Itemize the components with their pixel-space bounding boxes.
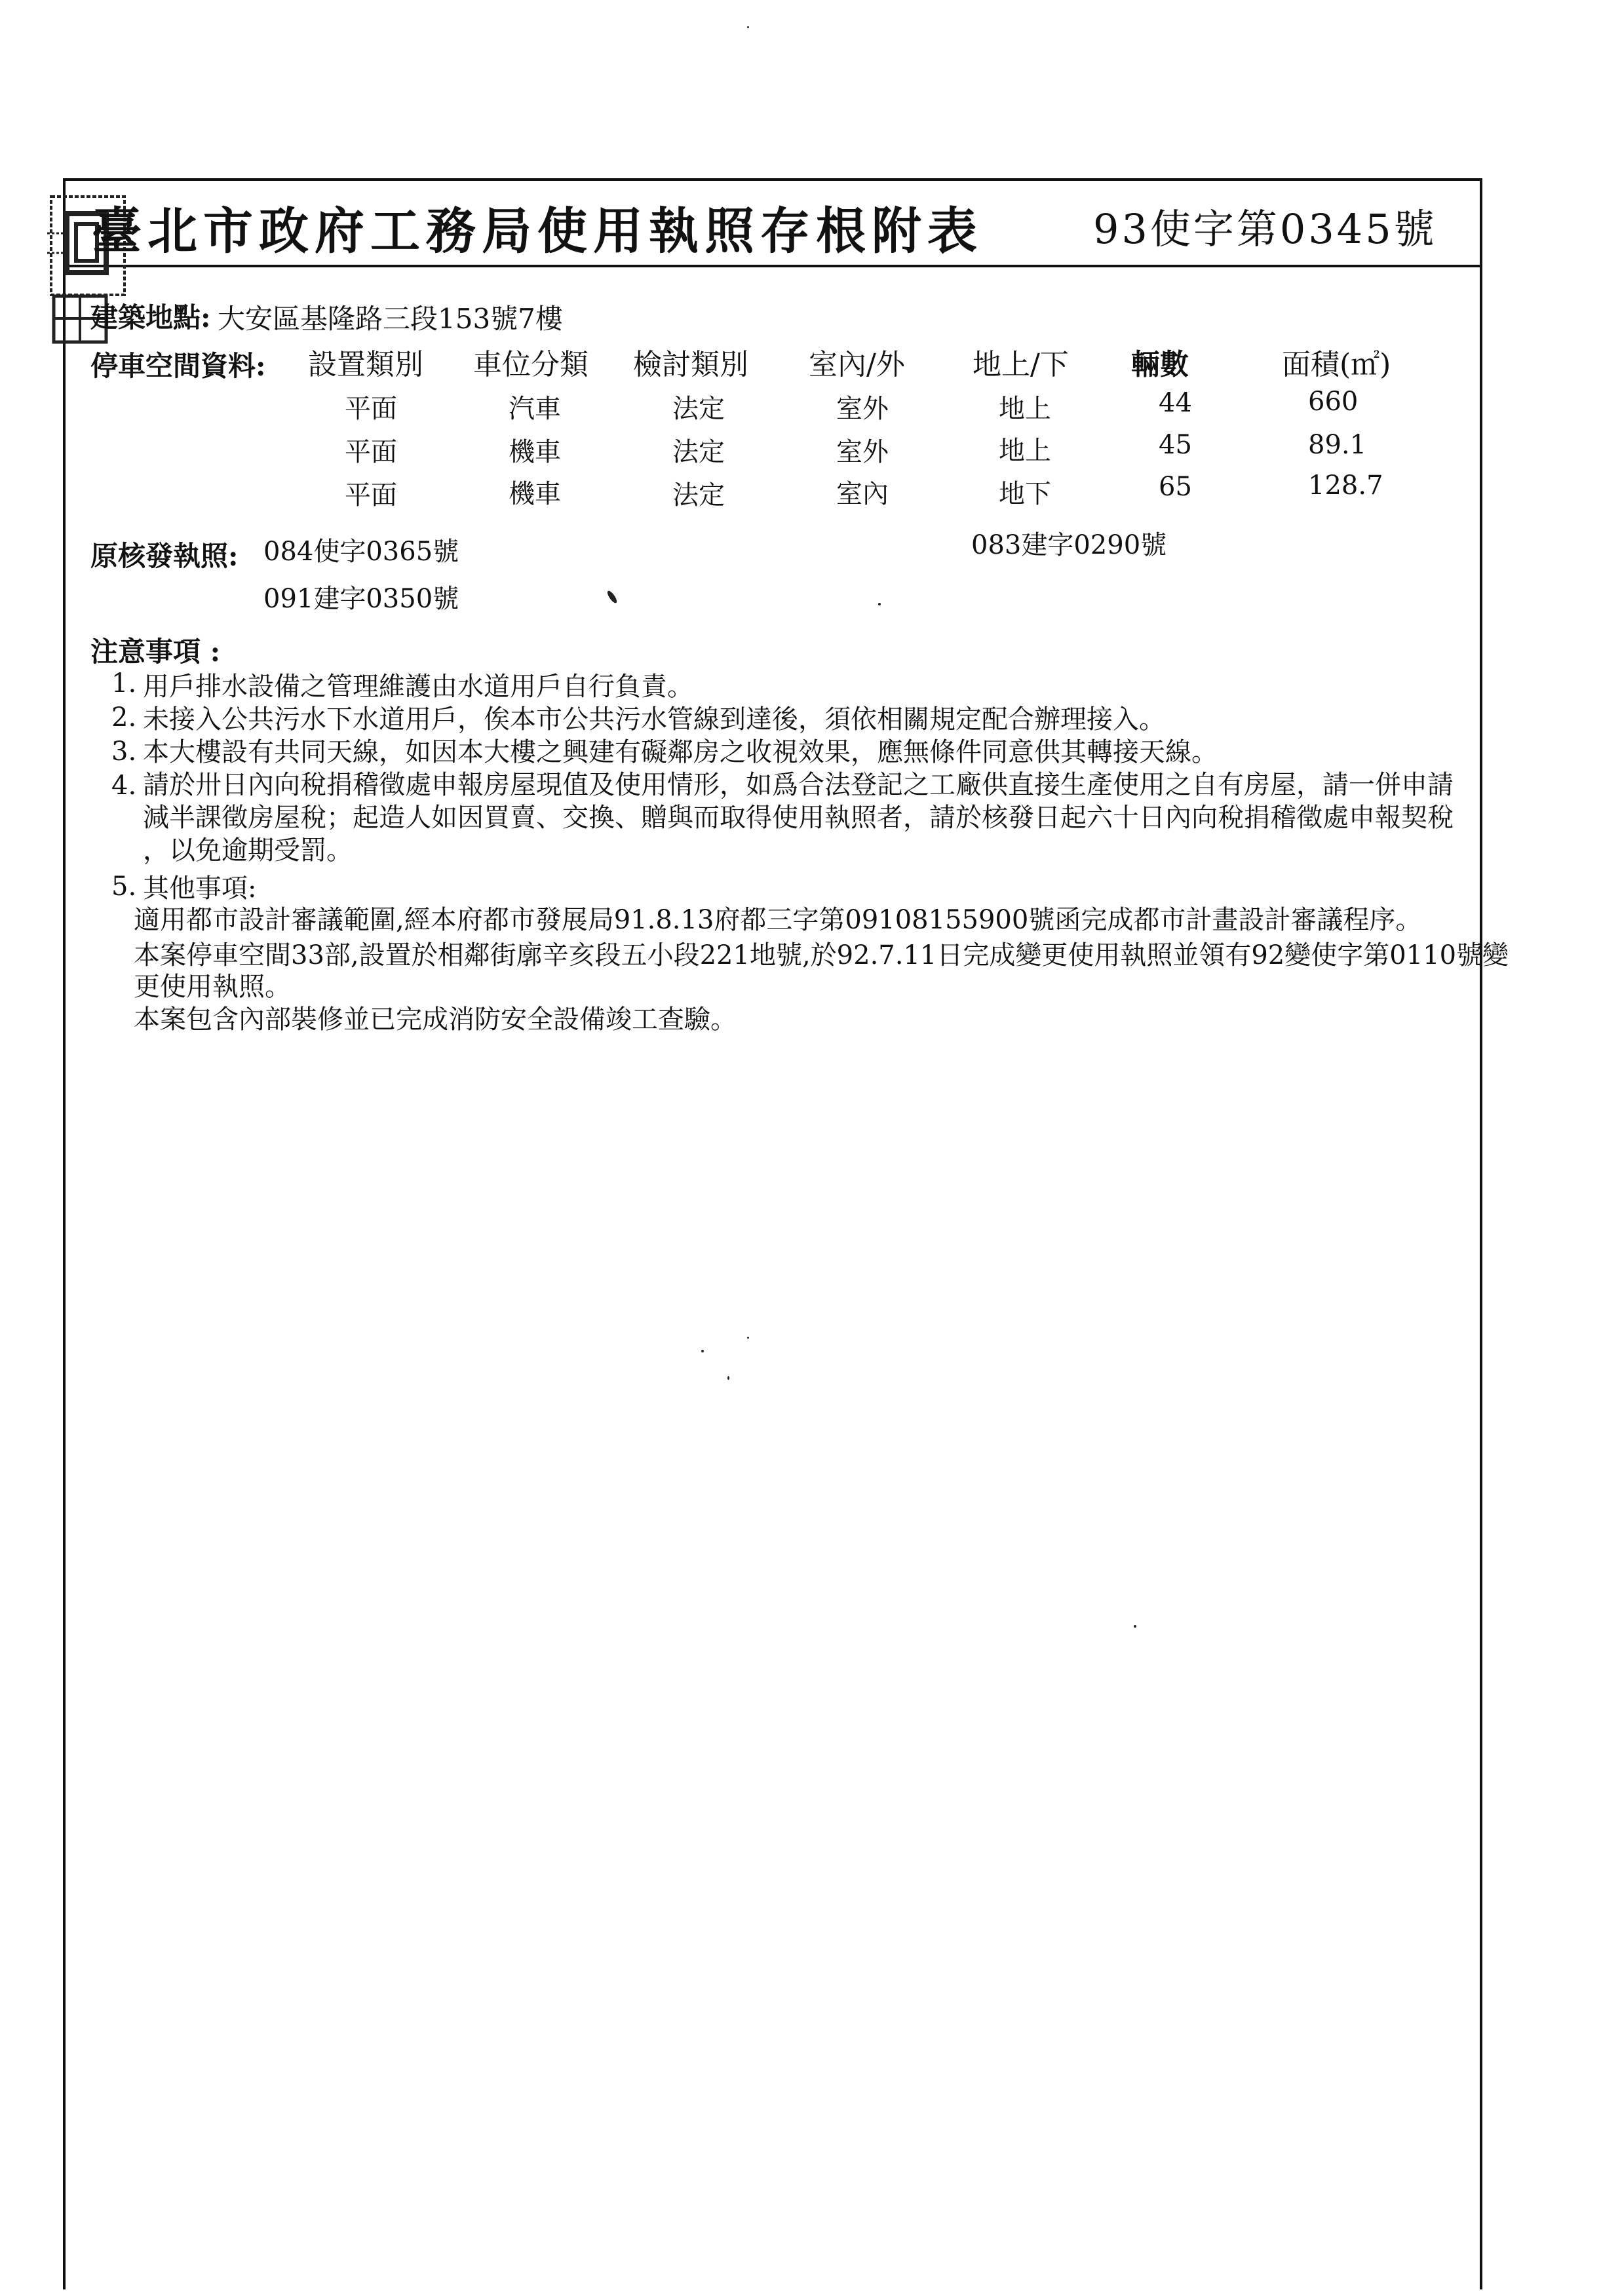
table-cell: 平面 xyxy=(345,437,397,467)
parking-header-above-below: 地上/下 xyxy=(973,348,1069,381)
parking-header-setup: 設置類別 xyxy=(308,348,423,381)
note-text: 用戶排水設備之管理維護由水道用戶自行負責。 xyxy=(143,672,693,702)
note-number: 2. xyxy=(111,702,137,733)
note-text: 請於卅日內向稅捐稽徵處申報房屋現值及使用情形，如爲合法登記之工廠供直接生產使用之自有房屋，請一併申請 xyxy=(143,770,1454,800)
address-value: 大安區基隆路三段153號7樓 xyxy=(218,303,563,335)
scan-mark xyxy=(747,26,749,28)
parking-header-space-type: 車位分類 xyxy=(473,348,588,381)
note-text: ，以免逾期受罰。 xyxy=(143,835,353,866)
note-number: 5. xyxy=(111,871,137,902)
title-divider xyxy=(63,265,1482,267)
table-cell: 平面 xyxy=(345,480,397,510)
table-cell: 機車 xyxy=(509,479,561,509)
table-cell: 室外 xyxy=(836,394,889,424)
table-cell: 法定 xyxy=(672,394,725,424)
table-cell: 機車 xyxy=(509,437,561,467)
table-cell: 室內 xyxy=(836,479,889,509)
parking-header-count: 輛數 xyxy=(1131,348,1189,381)
other-note-text: 更使用執照。 xyxy=(134,972,291,1002)
original-license-item: 091建字0350號 xyxy=(263,584,459,614)
note-text: 本大樓設有共同天線，如因本大樓之興建有礙鄰房之收視效果，應無條件同意供其轉接天線。 xyxy=(143,737,1218,767)
original-license-item: 084使字0365號 xyxy=(263,537,459,567)
note-number: 1. xyxy=(111,668,137,698)
table-cell: 地上 xyxy=(999,436,1051,466)
table-cell: 法定 xyxy=(672,480,725,510)
original-license-item: 083建字0290號 xyxy=(971,530,1167,560)
parking-header-indoor-outdoor: 室內/外 xyxy=(809,348,905,381)
note-text: 未接入公共污水下水道用戶，俟本市公共污水管線到達後，須依相關規定配合辦理接入。 xyxy=(143,704,1165,735)
parking-header-review-type: 檢討類別 xyxy=(633,348,748,381)
parking-label: 停車空間資料: xyxy=(90,350,266,382)
table-cell: 65 xyxy=(1159,472,1192,502)
table-cell: 128.7 xyxy=(1308,470,1383,501)
note-text: 其他事項: xyxy=(143,873,257,904)
document-title: 臺北市政府工務局使用執照存根附表 xyxy=(92,202,983,260)
original-license-label: 原核發執照: xyxy=(90,540,239,572)
table-cell: 44 xyxy=(1159,388,1192,418)
table-cell: 660 xyxy=(1308,387,1359,417)
table-cell: 汽車 xyxy=(509,394,561,424)
scan-mark xyxy=(747,1337,749,1339)
table-cell: 室外 xyxy=(836,437,889,467)
notes-label: 注意事項 : xyxy=(90,636,221,668)
parking-header-area: 面積(㎡) xyxy=(1282,348,1391,381)
scan-mark xyxy=(1134,1625,1136,1628)
other-note-text: 適用都市設計審議範圍,經本府都市發展局91.8.13府都三字第09108155900號函完成都市計畫設計審議程序。 xyxy=(134,905,1422,935)
scan-mark xyxy=(878,603,881,605)
table-cell: 法定 xyxy=(672,437,725,467)
table-cell: 平面 xyxy=(345,394,397,424)
table-cell: 89.1 xyxy=(1308,430,1367,460)
other-note-text: 本案包含內部裝修並已完成消防安全設備竣工查驗。 xyxy=(134,1004,737,1035)
note-text: 減半課徵房屋稅；起造人如因買賣、交換、贈與而取得使用執照者，請於核發日起六十日內向稅捐稽徵處申報契稅 xyxy=(143,803,1454,833)
table-cell: 地下 xyxy=(999,479,1051,509)
address-label: 建築地點: xyxy=(90,301,211,334)
note-number: 3. xyxy=(111,737,137,767)
permit-number: 93使字第0345號 xyxy=(1093,205,1437,253)
scan-mark xyxy=(701,1350,704,1352)
table-cell: 地上 xyxy=(999,394,1051,424)
table-cell: 45 xyxy=(1159,430,1192,460)
scan-mark xyxy=(727,1376,729,1380)
note-number: 4. xyxy=(111,771,137,801)
other-note-text: 本案停車空間33部,設置於相鄰街廓辛亥段五小段221地號,於92.7.11日完成變更使用執照並領有92變使字第0110號變 xyxy=(134,940,1509,970)
form-frame xyxy=(63,178,1482,2289)
